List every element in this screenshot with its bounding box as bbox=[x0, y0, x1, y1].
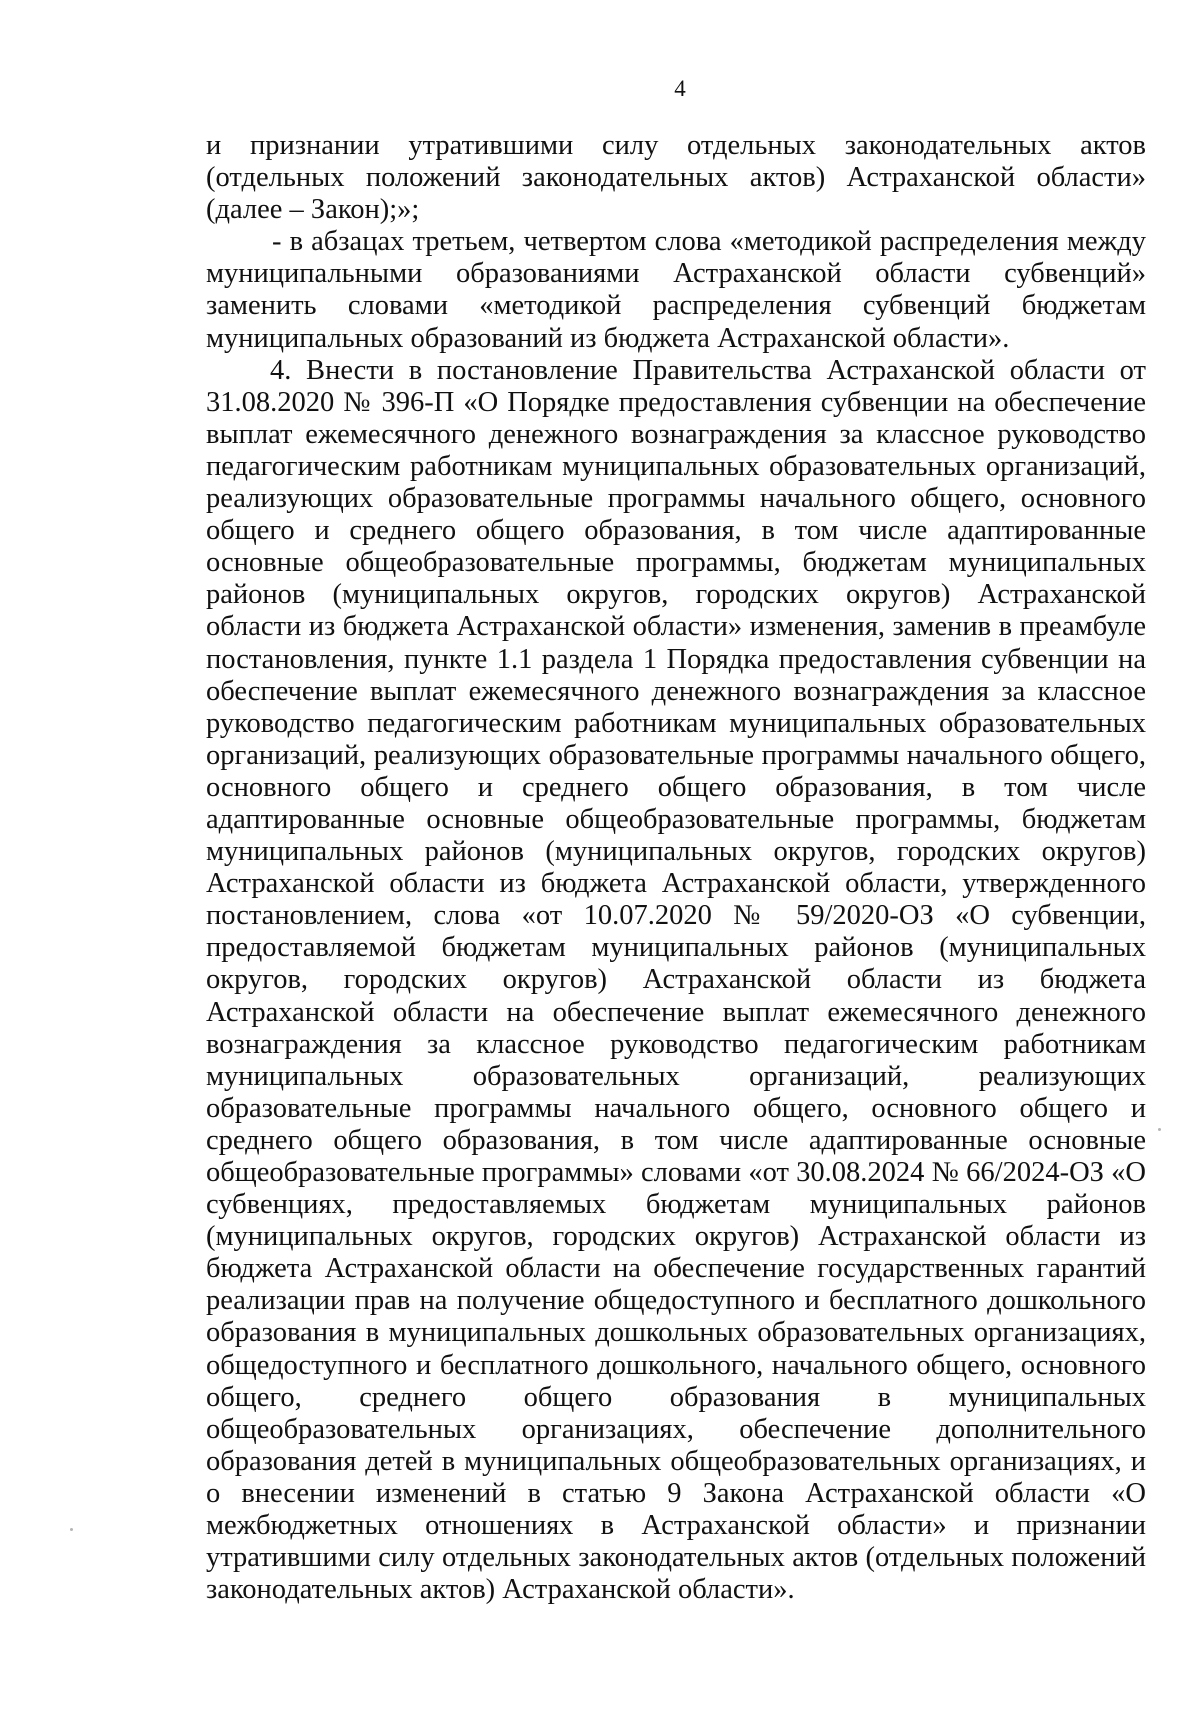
paragraph-bullet bbox=[206, 226, 1146, 354]
paragraph-text: и признании утратившими силу отдельных законодательных актов (отдельных положений законодательных актов) Астраханской области» (далее – Закон);»; bbox=[206, 130, 1146, 226]
paragraph-text: - в абзацах третьем, четвертом слова «методикой распределения между муниципальными образованиями Астраханской области субвенций» заменить словами «методикой распределения субвенций бюджетам муниципальных образований из бюджета Астраханской области». bbox=[206, 226, 1146, 354]
scan-speck bbox=[70, 1528, 73, 1531]
paragraph-item-4 bbox=[206, 355, 1146, 1607]
document-body bbox=[206, 130, 1146, 1606]
paragraph-continuation bbox=[206, 130, 1146, 226]
paragraph-text: 4. Внести в постановление Правительства Астраханской области от 31.08.2020 № 396-П «О Порядке предоставления субвенции на обеспечение выплат ежемесячного денежного вознаграждения за классное руководство педагогическим работникам муниципальных образовательных организаций, реализующих образовательные программы начального общего, основного общего и среднего общего образования, в том числе адаптированные основные общеобразовательные программы, бюджетам муниципальных районов (муниципальных округов, городских округов) Астраханской области из бюджета Астраханской области» изменения, заменив в преамбуле постановления, пункте 1.1 раздела 1 Порядка предоставления субвенции на обеспечение выплат ежемесячного денежного вознаграждения за классное руководство педагогическим работникам муниципальных образовательных организаций, реализующих образовательные программы начального общего, основного общего и среднего общего образования, в том числе адаптированные основные общеобразовательные программы, бюджетам муниципальных районов (муниципальных округов, городских округов) Астраханской области из бюджета Астраханской области, утвержденного постановлением, слова «от 10.07.2020 № 59/2020-ОЗ «О субвенции, предоставляемой бюджетам муниципальных районов (муниципальных округов, городских округов) Астраханской области из бюджета Астраханской области на обеспечение выплат ежемесячного денежного вознаграждения за классное руководство педагогическим работникам муниципальных образовательных организаций, реализующих образовательные программы начального общего, основного общего и среднего общего образования, в том числе адаптированные основные общеобразовательные программы» словами «от 30.08.2024 № 66/2024-ОЗ «О субвенциях, предоставляемых бюджетам муниципальных районов (муниципальных округов, городских округов) Астраханской области из бюджета Астраханской области на обеспечение государственных гарантий реализации прав на получение общедоступного и бесплатного дошкольного образования в муниципальных дошкольных образовательных организациях, общедоступного и бесплатного дошкольного, начального общего, основного общего, среднего общего образования в муниципальных общеобразовательных организациях, обеспечение дополнительного образования детей в муниципальных общеобразовательных организациях, и о внесении изменений в статью 9 Закона Астраханской области «О межбюджетных отношениях в Астраханской области» и признании утратившими силу отдельных законодательных актов (отдельных положений законодательных актов) Астраханской области». bbox=[206, 354, 1146, 1606]
scan-speck bbox=[1158, 1128, 1161, 1131]
page-number: 4 bbox=[674, 76, 686, 101]
